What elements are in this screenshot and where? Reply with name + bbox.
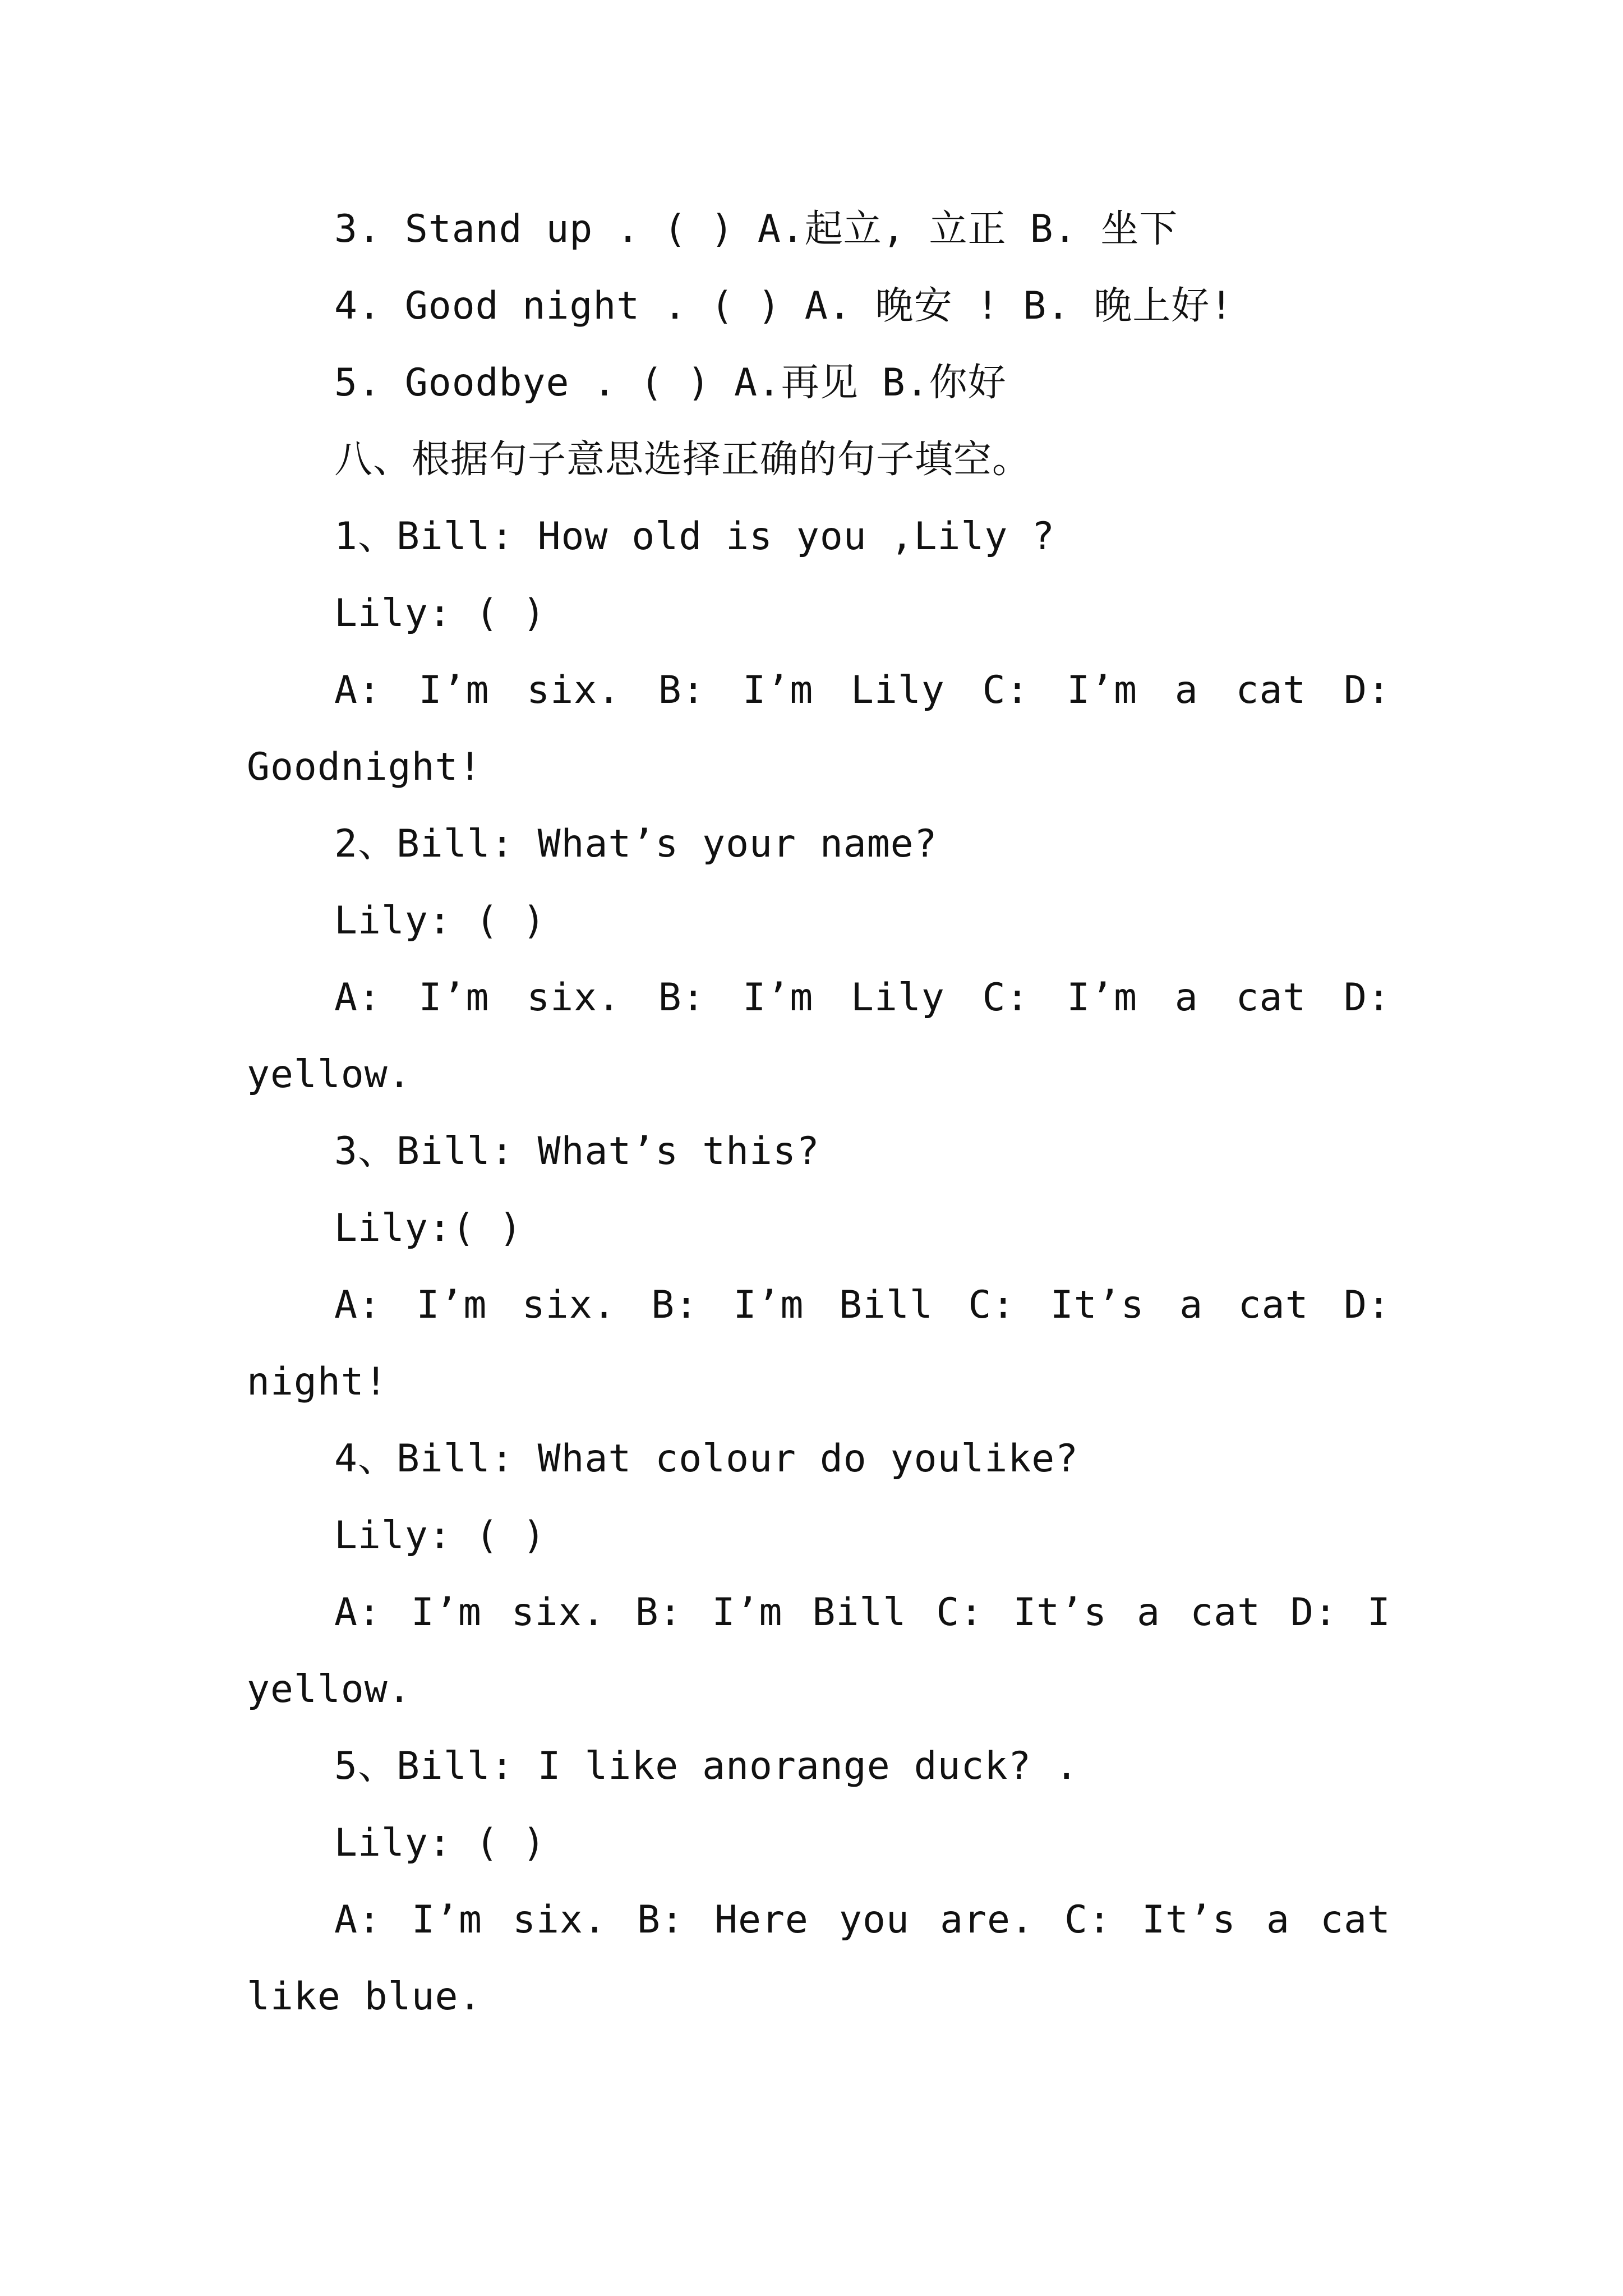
question-8-1-answer-blank: Lily: ( ) xyxy=(334,591,546,636)
question-7-4: 4. Good night . ( ) A. 晚安 ! B. 晚上好! xyxy=(334,284,1234,328)
question-7-3: 3. Stand up . ( ) A.起立, 立正 B. 坐下 xyxy=(334,207,1178,251)
section-8-heading: 八、根据句子意思选择正确的句子填空。 xyxy=(334,438,1031,482)
question-8-4-options: A: I’m six. B: I’m Bill C: It’s a cat D: I xyxy=(334,1590,1391,1635)
question-8-5-prompt: 5、Bill: I like anorange duck? . xyxy=(334,1744,1079,1788)
question-8-4-answer-blank: Lily: ( ) xyxy=(334,1513,546,1558)
question-8-5-options: A: I’m six. B: Here you are. C: It’s a cat xyxy=(334,1898,1391,1942)
question-8-2-options-cont: yellow. xyxy=(247,1052,412,1097)
question-8-2-options: A: I’m six. B: I’m Lily C: I’m a cat D: xyxy=(334,976,1391,1020)
question-8-3-prompt: 3、Bill: What’s this? xyxy=(334,1129,820,1174)
question-7-5: 5. Goodbye . ( ) A.再见 B.你好 xyxy=(334,361,1007,405)
question-8-3-options: A: I’m six. B: I’m Bill C: It’s a cat D: xyxy=(334,1283,1391,1327)
question-8-2-answer-blank: Lily: ( ) xyxy=(334,899,546,943)
question-8-1-options: A: I’m six. B: I’m Lily C: I’m a cat D: xyxy=(334,668,1391,712)
question-8-3-options-cont: night! xyxy=(247,1360,388,1404)
question-8-4-prompt: 4、Bill: What colour do youlike? xyxy=(334,1437,1079,1481)
question-8-2-prompt: 2、Bill: What’s your name? xyxy=(334,822,938,866)
document-body xyxy=(247,191,1391,2035)
question-8-4-options-cont: yellow. xyxy=(247,1667,412,1711)
question-8-3-answer-blank: Lily:( ) xyxy=(334,1206,523,1250)
question-8-5-options-cont: like blue. xyxy=(247,1975,482,2019)
question-8-5-answer-blank: Lily: ( ) xyxy=(334,1821,546,1865)
question-8-1-options-cont: Goodnight! xyxy=(247,745,482,789)
question-8-1-prompt: 1、Bill: How old is you ,Lily ? xyxy=(334,514,1055,559)
